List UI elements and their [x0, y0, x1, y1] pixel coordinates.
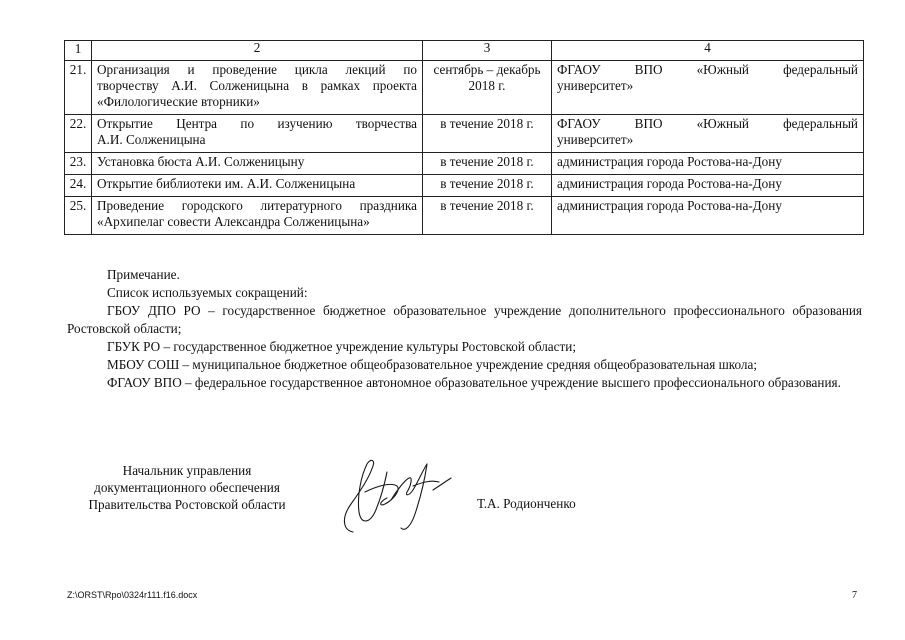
row-number: 22.: [65, 115, 92, 153]
table-header-row: [65, 41, 864, 61]
responsible-cell: [552, 175, 864, 197]
signer-position: [67, 462, 307, 513]
events-table: [64, 40, 864, 235]
header-cell: 2: [92, 41, 423, 61]
responsible-line: администрация города Ростова-на-Дону: [557, 198, 782, 213]
row-number: 25.: [65, 197, 92, 235]
responsible-line: администрация города Ростова-на-Дону: [557, 176, 782, 191]
row-number: 24.: [65, 175, 92, 197]
period-line: 2018 г.: [468, 78, 506, 93]
row-number: 23.: [65, 153, 92, 175]
event-line: Проведение городского литературного праздника: [97, 198, 417, 213]
responsible-line: ФГАОУ ВПО «Южный федеральный: [557, 62, 858, 77]
table-row: [65, 197, 864, 235]
event-line: «Филологические вторники»: [97, 94, 260, 109]
event-line: творчеству А.И. Солженицына в рамках проекта: [97, 78, 417, 93]
table-row: [65, 153, 864, 175]
event-line: «Архипелаг совести Александра Солженицына»: [97, 214, 370, 229]
row-number: 21.: [65, 61, 92, 115]
event-cell: [92, 175, 423, 197]
event-line: Открытие библиотеки им. А.И. Солженицына: [97, 176, 356, 191]
period-cell: [423, 115, 552, 153]
table-row: [65, 61, 864, 115]
header-cell: 1: [65, 41, 92, 61]
responsible-line: университет»: [557, 78, 634, 93]
period-cell: [423, 61, 552, 115]
period-line: в течение 2018 г.: [440, 116, 534, 131]
signer-position-line: документационного обеспечения: [94, 480, 280, 495]
period-line: сентябрь – декабрь: [433, 62, 541, 77]
responsible-cell: [552, 115, 864, 153]
note-title: Примечание.: [107, 267, 180, 282]
responsible-line: администрация города Ростова-на-Дону: [557, 154, 782, 169]
signer-name: Т.А. Родионченко: [477, 496, 576, 511]
period-cell: [423, 197, 552, 235]
signer-position-line: Правительства Ростовской области: [88, 497, 286, 512]
responsible-cell: [552, 197, 864, 235]
handwritten-signature: [335, 452, 460, 537]
responsible-cell: [552, 153, 864, 175]
table-row: [65, 175, 864, 197]
event-line: Установка бюста А.И. Солженицыну: [97, 154, 305, 169]
header-cell: 4: [552, 41, 864, 61]
table-row: [65, 115, 864, 153]
abbreviation-item: МБОУ СОШ – муниципальное бюджетное общеобразовательное учреждение средняя общеобразовательная школа;: [107, 357, 758, 372]
period-line: в течение 2018 г.: [440, 198, 534, 213]
event-cell: [92, 61, 423, 115]
event-line: А.И. Солженицына: [97, 132, 206, 147]
file-path: Z:\ORST\Rpo\0324r111.f16.docx: [67, 590, 198, 600]
event-line: Открытие Центра по изучению творчества: [97, 116, 417, 131]
abbreviation-item: ГБОУ ДПО РО – государственное бюджетное образовательное учреждение дополнительного профессионального образования Ростовской области;: [67, 303, 862, 336]
header-cell: 3: [423, 41, 552, 61]
event-cell: [92, 153, 423, 175]
responsible-line: ФГАОУ ВПО «Южный федеральный: [557, 116, 858, 131]
responsible-line: университет»: [557, 132, 634, 147]
notes-section: [67, 266, 862, 392]
note-intro: Список используемых сокращений:: [107, 285, 308, 300]
event-line: Организация и проведение цикла лекций по: [97, 62, 417, 77]
period-cell: [423, 153, 552, 175]
page-number: 7: [852, 590, 857, 601]
abbreviation-item: ФГАОУ ВПО – федеральное государственное автономное образовательное учреждение высшего профессионального образования.: [107, 375, 841, 390]
event-cell: [92, 197, 423, 235]
signer-position-line: Начальник управления: [122, 463, 252, 478]
period-line: в течение 2018 г.: [440, 154, 534, 169]
responsible-cell: [552, 61, 864, 115]
period-cell: [423, 175, 552, 197]
period-line: в течение 2018 г.: [440, 176, 534, 191]
abbreviation-item: ГБУК РО – государственное бюджетное учреждение культуры Ростовской области;: [107, 339, 576, 354]
event-cell: [92, 115, 423, 153]
